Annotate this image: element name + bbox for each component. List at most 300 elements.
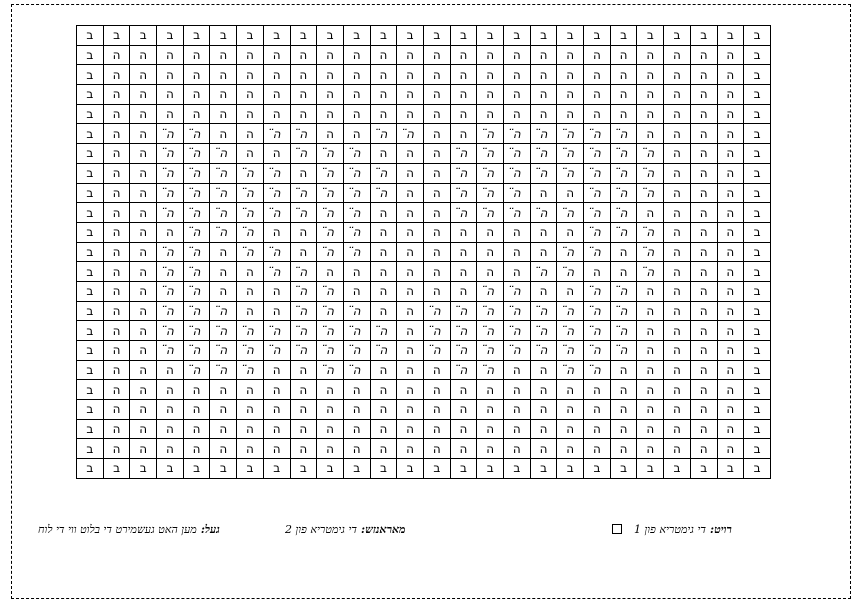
grid-cell[interactable]: ה̈ (263, 183, 290, 203)
grid-cell[interactable]: ה̈ (317, 183, 344, 203)
grid-cell[interactable]: ה (317, 124, 344, 144)
grid-cell[interactable]: ה (557, 419, 584, 439)
grid-cell[interactable]: ה̈ (343, 144, 370, 164)
grid-cell[interactable]: ה (370, 400, 397, 420)
grid-cell[interactable]: ה (664, 163, 691, 183)
grid-cell[interactable]: ה̈ (290, 262, 317, 282)
grid-cell[interactable]: ה (263, 419, 290, 439)
grid-cell[interactable]: ה̈ (183, 163, 210, 183)
grid-cell[interactable]: ה̈ (610, 144, 637, 164)
grid-cell[interactable]: ב (397, 459, 424, 479)
grid-cell[interactable]: ה̈ (610, 301, 637, 321)
grid-cell[interactable]: ה̈ (237, 321, 264, 341)
grid-cell[interactable]: ה̈ (530, 301, 557, 321)
grid-cell[interactable]: ה (130, 439, 157, 459)
grid-cell[interactable]: ה̈ (317, 341, 344, 361)
grid-cell[interactable]: ה̈ (477, 341, 504, 361)
grid-cell[interactable]: ה̈ (450, 341, 477, 361)
grid-cell[interactable]: ה̈ (183, 281, 210, 301)
grid-cell[interactable]: ה̈ (317, 281, 344, 301)
grid-cell[interactable]: ה̈ (183, 360, 210, 380)
grid-cell[interactable]: ב (744, 281, 771, 301)
grid-cell[interactable]: ה (664, 341, 691, 361)
grid-cell[interactable]: ה̈ (343, 183, 370, 203)
grid-cell[interactable]: ה̈ (637, 163, 664, 183)
grid-cell[interactable]: ה̈ (610, 222, 637, 242)
grid-cell[interactable]: ה̈ (343, 163, 370, 183)
grid-cell[interactable]: ב (744, 262, 771, 282)
grid-cell[interactable]: ה̈ (504, 281, 531, 301)
grid-cell[interactable]: ה̈ (157, 183, 184, 203)
grid-cell[interactable]: ב (744, 104, 771, 124)
grid-cell[interactable]: ה (103, 281, 130, 301)
grid-cell[interactable]: ה (317, 104, 344, 124)
grid-cell[interactable]: ה̈ (263, 203, 290, 223)
grid-cell[interactable]: ה (557, 439, 584, 459)
grid-cell[interactable]: ה (610, 262, 637, 282)
grid-cell[interactable]: ה (237, 65, 264, 85)
grid-cell[interactable]: ה (637, 321, 664, 341)
grid-cell[interactable]: ה (237, 85, 264, 105)
grid-cell[interactable]: ה (690, 281, 717, 301)
grid-cell[interactable]: ה (130, 380, 157, 400)
grid-cell[interactable]: ב (744, 419, 771, 439)
grid-cell[interactable]: ה (157, 360, 184, 380)
grid-cell[interactable]: ה (130, 400, 157, 420)
grid-cell[interactable]: ב (210, 459, 237, 479)
grid-cell[interactable]: ה (103, 262, 130, 282)
grid-cell[interactable]: ה̈ (610, 163, 637, 183)
grid-cell[interactable]: ה (637, 203, 664, 223)
grid-cell[interactable]: ה (397, 301, 424, 321)
grid-cell[interactable]: ה (263, 104, 290, 124)
grid-cell[interactable]: ה̈ (530, 163, 557, 183)
grid-cell[interactable]: ה (423, 380, 450, 400)
grid-cell[interactable]: ב (237, 459, 264, 479)
grid-cell[interactable]: ב (77, 321, 104, 341)
grid-cell[interactable]: ה̈ (504, 183, 531, 203)
grid-cell[interactable]: ה (397, 163, 424, 183)
grid-cell[interactable]: ה̈ (584, 360, 611, 380)
grid-cell[interactable]: ה̈ (183, 321, 210, 341)
grid-cell[interactable]: ה (504, 45, 531, 65)
grid-cell[interactable]: ה (530, 360, 557, 380)
grid-cell[interactable]: ה (130, 321, 157, 341)
grid-cell[interactable]: ה (183, 45, 210, 65)
grid-cell[interactable]: ה (103, 242, 130, 262)
grid-cell[interactable]: ה̈ (370, 183, 397, 203)
grid-cell[interactable]: ה̈ (290, 203, 317, 223)
grid-cell[interactable]: ב (103, 459, 130, 479)
grid-cell[interactable]: ב (77, 203, 104, 223)
grid-cell[interactable]: ה (504, 439, 531, 459)
grid-cell[interactable]: ה (557, 222, 584, 242)
grid-cell[interactable]: ה (504, 262, 531, 282)
grid-cell[interactable]: ב (744, 341, 771, 361)
grid-cell[interactable]: ה (477, 439, 504, 459)
grid-cell[interactable]: ב (290, 26, 317, 46)
grid-cell[interactable]: ב (744, 321, 771, 341)
grid-cell[interactable]: ה (263, 281, 290, 301)
grid-cell[interactable]: ה (370, 203, 397, 223)
grid-cell[interactable]: ה̈ (477, 301, 504, 321)
grid-cell[interactable]: ה̈ (477, 321, 504, 341)
grid-cell[interactable]: ה (370, 301, 397, 321)
grid-cell[interactable]: ה (637, 85, 664, 105)
grid-cell[interactable]: ה (423, 124, 450, 144)
grid-cell[interactable]: ה̈ (557, 144, 584, 164)
grid-cell[interactable]: ה (130, 85, 157, 105)
grid-cell[interactable]: ה (397, 419, 424, 439)
grid-cell[interactable]: ה (450, 400, 477, 420)
grid-cell[interactable]: ה (690, 439, 717, 459)
grid-cell[interactable]: ה (397, 65, 424, 85)
grid-cell[interactable]: ה (664, 45, 691, 65)
grid-cell[interactable]: ה (370, 85, 397, 105)
grid-cell[interactable]: ב (744, 222, 771, 242)
grid-cell[interactable]: ה (690, 163, 717, 183)
grid-cell[interactable]: ב (317, 459, 344, 479)
grid-cell[interactable]: ב (744, 400, 771, 420)
grid-cell[interactable]: ה (237, 380, 264, 400)
grid-cell[interactable]: ה (317, 439, 344, 459)
grid-cell[interactable]: ב (77, 301, 104, 321)
grid-cell[interactable]: ה (183, 400, 210, 420)
grid-cell[interactable]: ה (130, 65, 157, 85)
grid-cell[interactable]: ה (290, 65, 317, 85)
grid-cell[interactable]: ב (77, 183, 104, 203)
grid-cell[interactable]: ה̈ (237, 222, 264, 242)
grid-cell[interactable]: ה (183, 439, 210, 459)
grid-cell[interactable]: ב (450, 459, 477, 479)
grid-cell[interactable]: ה (717, 45, 744, 65)
grid-cell[interactable]: ה (397, 380, 424, 400)
grid-cell[interactable]: ב (637, 459, 664, 479)
grid-cell[interactable]: ה̈ (210, 341, 237, 361)
grid-cell[interactable]: ה (130, 242, 157, 262)
grid-cell[interactable]: ה (290, 163, 317, 183)
grid-cell[interactable]: ה (397, 341, 424, 361)
grid-cell[interactable]: ה (664, 144, 691, 164)
grid-cell[interactable]: ה̈ (370, 163, 397, 183)
grid-cell[interactable]: ב (183, 26, 210, 46)
grid-cell[interactable]: ה (237, 301, 264, 321)
grid-cell[interactable]: ה (130, 360, 157, 380)
grid-cell[interactable]: ה (610, 242, 637, 262)
grid-cell[interactable]: ה (157, 65, 184, 85)
grid-cell[interactable]: ה̈ (423, 321, 450, 341)
grid-cell[interactable]: ה (690, 242, 717, 262)
grid-cell[interactable]: ה (343, 439, 370, 459)
grid-cell[interactable]: ה̈ (450, 144, 477, 164)
grid-cell[interactable]: ה (450, 85, 477, 105)
grid-cell[interactable]: ה (103, 45, 130, 65)
grid-cell[interactable]: ב (77, 400, 104, 420)
grid-cell[interactable]: ה̈ (157, 163, 184, 183)
grid-cell[interactable]: ה (183, 65, 210, 85)
grid-cell[interactable]: ה̈ (610, 321, 637, 341)
grid-cell[interactable]: ב (637, 26, 664, 46)
grid-cell[interactable]: ה (290, 104, 317, 124)
grid-cell[interactable]: ה (370, 222, 397, 242)
grid-cell[interactable]: ב (584, 26, 611, 46)
grid-cell[interactable]: ה̈ (263, 341, 290, 361)
grid-cell[interactable]: ה (637, 301, 664, 321)
grid-cell[interactable]: ה (423, 400, 450, 420)
grid-cell[interactable]: ה̈ (290, 183, 317, 203)
grid-cell[interactable]: ב (77, 459, 104, 479)
grid-cell[interactable]: ה̈ (183, 203, 210, 223)
grid-cell[interactable]: ה̈ (370, 341, 397, 361)
grid-cell[interactable]: ה (557, 45, 584, 65)
grid-cell[interactable]: ה (397, 183, 424, 203)
grid-cell[interactable]: ה̈ (210, 321, 237, 341)
grid-cell[interactable]: ה (423, 419, 450, 439)
grid-cell[interactable]: ה̈ (477, 183, 504, 203)
grid-cell[interactable]: ה (690, 104, 717, 124)
grid-cell[interactable]: ה (130, 104, 157, 124)
grid-cell[interactable]: ב (77, 124, 104, 144)
grid-cell[interactable]: ה̈ (343, 360, 370, 380)
grid-cell[interactable]: ה (690, 144, 717, 164)
grid-cell[interactable]: ב (717, 26, 744, 46)
grid-cell[interactable]: ה̈ (504, 341, 531, 361)
grid-cell[interactable]: ה (717, 144, 744, 164)
grid-cell[interactable]: ב (744, 203, 771, 223)
grid-cell[interactable]: ה̈ (423, 341, 450, 361)
grid-cell[interactable]: ה̈ (183, 222, 210, 242)
grid-cell[interactable]: ב (610, 459, 637, 479)
grid-cell[interactable]: ה (637, 104, 664, 124)
grid-cell[interactable]: ב (584, 459, 611, 479)
grid-cell[interactable]: ה̈ (157, 203, 184, 223)
grid-cell[interactable]: ה (637, 419, 664, 439)
grid-cell[interactable]: ה (637, 65, 664, 85)
grid-cell[interactable]: ה (317, 45, 344, 65)
grid-cell[interactable]: ה (530, 183, 557, 203)
grid-cell[interactable]: ב (77, 360, 104, 380)
grid-cell[interactable]: ה̈ (183, 242, 210, 262)
grid-cell[interactable]: ה (610, 439, 637, 459)
grid-cell[interactable]: ה (263, 400, 290, 420)
grid-cell[interactable]: ה̈ (343, 222, 370, 242)
grid-cell[interactable]: ה̈ (584, 203, 611, 223)
grid-cell[interactable]: ה̈ (157, 242, 184, 262)
grid-cell[interactable]: ה (103, 124, 130, 144)
grid-cell[interactable]: ב (77, 65, 104, 85)
grid-cell[interactable]: ה (423, 65, 450, 85)
grid-cell[interactable]: ה (103, 183, 130, 203)
grid-cell[interactable]: ה (690, 301, 717, 321)
grid-cell[interactable]: ה (397, 203, 424, 223)
grid-cell[interactable]: ה (690, 321, 717, 341)
grid-cell[interactable]: ה (717, 183, 744, 203)
grid-cell[interactable]: ב (317, 26, 344, 46)
grid-cell[interactable]: ה̈ (290, 144, 317, 164)
grid-cell[interactable]: ה (343, 419, 370, 439)
grid-cell[interactable]: ה̈ (290, 281, 317, 301)
grid-cell[interactable]: ה (504, 242, 531, 262)
grid-cell[interactable]: ה̈ (610, 281, 637, 301)
grid-cell[interactable]: ה (664, 65, 691, 85)
grid-cell[interactable]: ה̈ (317, 144, 344, 164)
grid-cell[interactable]: ה̈ (237, 183, 264, 203)
grid-cell[interactable]: ה (103, 439, 130, 459)
grid-cell[interactable]: ב (557, 26, 584, 46)
grid-cell[interactable]: ה (370, 360, 397, 380)
grid-cell[interactable]: ה (504, 222, 531, 242)
checkbox[interactable] (612, 524, 622, 534)
grid-cell[interactable]: ה (664, 104, 691, 124)
grid-cell[interactable]: ה (610, 419, 637, 439)
grid-cell[interactable]: ה (477, 380, 504, 400)
grid-cell[interactable]: ה (717, 360, 744, 380)
grid-cell[interactable]: ב (290, 459, 317, 479)
grid-cell[interactable]: ה (584, 439, 611, 459)
grid-cell[interactable]: ה̈ (584, 341, 611, 361)
grid-cell[interactable]: ה̈ (183, 262, 210, 282)
grid-cell[interactable]: ה (263, 380, 290, 400)
grid-cell[interactable]: ה (183, 85, 210, 105)
grid-cell[interactable]: ה (317, 262, 344, 282)
grid-cell[interactable]: ה̈ (157, 301, 184, 321)
grid-cell[interactable]: ה (717, 222, 744, 242)
grid-cell[interactable]: ה (664, 400, 691, 420)
grid-cell[interactable]: ה (397, 262, 424, 282)
grid-cell[interactable]: ה̈ (157, 262, 184, 282)
grid-cell[interactable]: ה (664, 281, 691, 301)
grid-cell[interactable]: ה (610, 360, 637, 380)
grid-cell[interactable]: ה (103, 380, 130, 400)
grid-cell[interactable]: ב (77, 144, 104, 164)
grid-cell[interactable]: ה̈ (477, 203, 504, 223)
grid-cell[interactable]: ה (343, 65, 370, 85)
grid-cell[interactable]: ב (717, 459, 744, 479)
grid-cell[interactable]: ה (157, 222, 184, 242)
grid-cell[interactable]: ב (77, 341, 104, 361)
grid-cell[interactable]: ה (370, 419, 397, 439)
grid-cell[interactable]: ה̈ (584, 301, 611, 321)
grid-cell[interactable]: ב (130, 26, 157, 46)
grid-cell[interactable]: ה (450, 262, 477, 282)
grid-cell[interactable]: ה (504, 360, 531, 380)
grid-cell[interactable]: ה (423, 439, 450, 459)
grid-cell[interactable]: ה (130, 203, 157, 223)
grid-cell[interactable]: ב (77, 262, 104, 282)
grid-cell[interactable]: ה (343, 380, 370, 400)
grid-cell[interactable]: ה (690, 400, 717, 420)
grid-cell[interactable]: ה (637, 341, 664, 361)
grid-cell[interactable]: ה (130, 45, 157, 65)
grid-cell[interactable]: ה (584, 380, 611, 400)
grid-cell[interactable]: ה (717, 85, 744, 105)
grid-cell[interactable]: ה (130, 262, 157, 282)
grid-cell[interactable]: ה (210, 65, 237, 85)
grid-cell[interactable]: ה (343, 281, 370, 301)
grid-cell[interactable]: ב (744, 144, 771, 164)
grid-cell[interactable]: ה (397, 439, 424, 459)
grid-cell[interactable]: ה (237, 439, 264, 459)
grid-cell[interactable]: ה (263, 360, 290, 380)
grid-cell[interactable]: ה̈ (610, 124, 637, 144)
grid-cell[interactable]: ה (664, 419, 691, 439)
grid-cell[interactable]: ה̈ (343, 341, 370, 361)
grid-cell[interactable]: ה (157, 419, 184, 439)
grid-cell[interactable]: ה (450, 124, 477, 144)
grid-cell[interactable]: ה (664, 360, 691, 380)
grid-cell[interactable]: ה (290, 222, 317, 242)
grid-cell[interactable]: ה (477, 419, 504, 439)
grid-cell[interactable]: ה (504, 380, 531, 400)
grid-cell[interactable]: ה (717, 301, 744, 321)
grid-cell[interactable]: ה (584, 400, 611, 420)
grid-cell[interactable]: ה (210, 124, 237, 144)
grid-cell[interactable]: ה (557, 183, 584, 203)
grid-cell[interactable]: ה (717, 262, 744, 282)
grid-cell[interactable]: ה (530, 281, 557, 301)
grid-cell[interactable]: ה (664, 321, 691, 341)
grid-cell[interactable]: ה (210, 45, 237, 65)
grid-cell[interactable]: ה (210, 400, 237, 420)
grid-cell[interactable]: ה (530, 104, 557, 124)
grid-cell[interactable]: ה̈ (263, 242, 290, 262)
grid-cell[interactable]: ה̈ (343, 203, 370, 223)
grid-cell[interactable]: ב (744, 242, 771, 262)
grid-cell[interactable]: ה (370, 65, 397, 85)
grid-cell[interactable]: ב (77, 163, 104, 183)
grid-cell[interactable]: ה̈ (210, 183, 237, 203)
grid-cell[interactable]: ב (557, 459, 584, 479)
grid-cell[interactable]: ה̈ (504, 163, 531, 183)
grid-cell[interactable]: ה (290, 419, 317, 439)
grid-cell[interactable]: ב (370, 26, 397, 46)
grid-cell[interactable]: ה̈ (584, 321, 611, 341)
grid-cell[interactable]: ה̈ (450, 203, 477, 223)
grid-cell[interactable]: ה (530, 400, 557, 420)
grid-cell[interactable]: ב (157, 459, 184, 479)
grid-cell[interactable]: ה (317, 380, 344, 400)
grid-cell[interactable]: ה̈ (557, 360, 584, 380)
grid-cell[interactable]: ה (504, 400, 531, 420)
grid-cell[interactable]: ב (744, 380, 771, 400)
grid-cell[interactable]: ה (584, 45, 611, 65)
grid-cell[interactable]: ה̈ (610, 183, 637, 203)
grid-cell[interactable]: ה (530, 65, 557, 85)
grid-cell[interactable]: ה̈ (423, 301, 450, 321)
grid-cell[interactable]: ה (584, 262, 611, 282)
grid-cell[interactable]: ב (504, 26, 531, 46)
grid-cell[interactable]: ה̈ (237, 242, 264, 262)
grid-cell[interactable]: ה (210, 439, 237, 459)
grid-cell[interactable]: ה (130, 341, 157, 361)
grid-cell[interactable]: ב (744, 85, 771, 105)
grid-cell[interactable]: ה̈ (557, 301, 584, 321)
grid-cell[interactable]: ה (343, 262, 370, 282)
grid-cell[interactable]: ה̈ (557, 262, 584, 282)
grid-cell[interactable]: ב (744, 439, 771, 459)
grid-cell[interactable]: ה (610, 380, 637, 400)
grid-cell[interactable]: ה (397, 400, 424, 420)
grid-cell[interactable]: ה̈ (584, 242, 611, 262)
grid-cell[interactable]: ה (477, 262, 504, 282)
grid-cell[interactable]: ה̈ (370, 321, 397, 341)
grid-cell[interactable]: ה (664, 183, 691, 203)
grid-cell[interactable]: ה̈ (450, 360, 477, 380)
grid-cell[interactable]: ב (744, 45, 771, 65)
grid-cell[interactable]: ה (130, 124, 157, 144)
grid-cell[interactable]: ה (130, 163, 157, 183)
grid-cell[interactable]: ה (423, 163, 450, 183)
